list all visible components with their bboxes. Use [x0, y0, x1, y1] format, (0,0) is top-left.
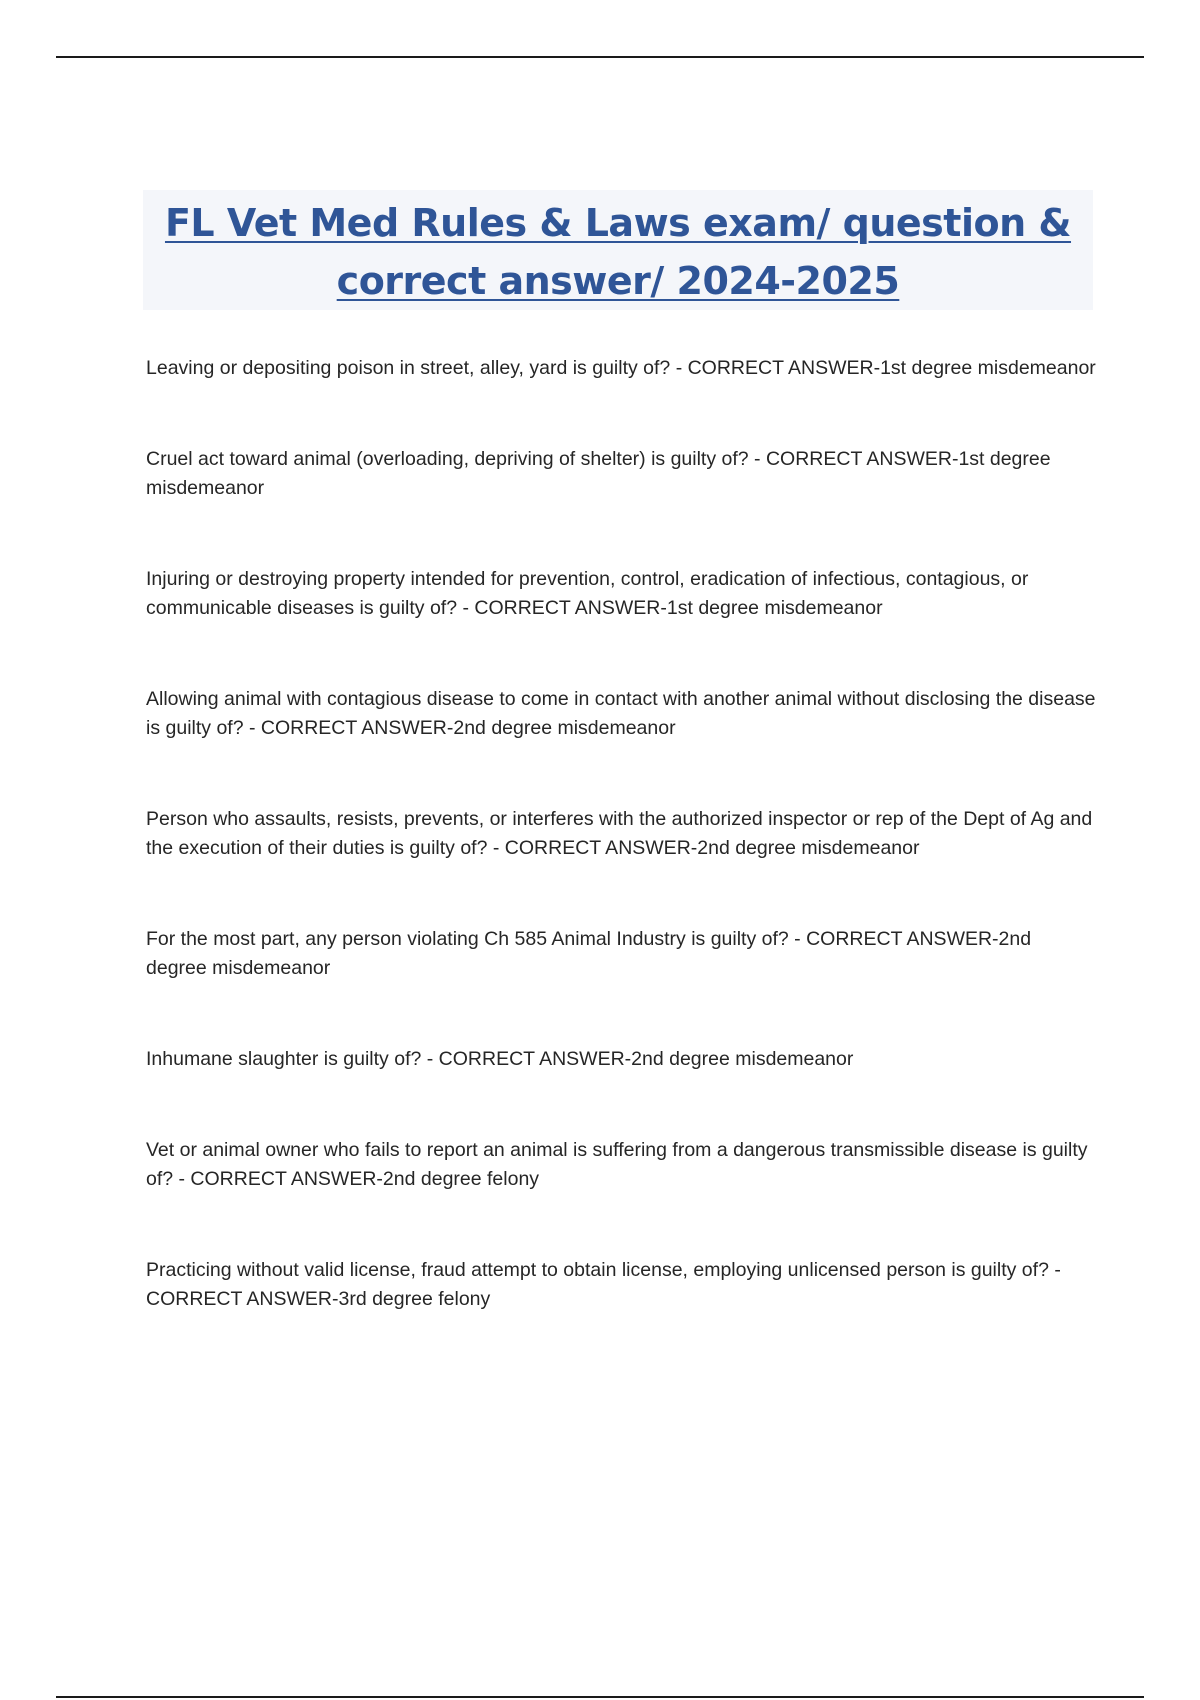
top-rule	[56, 56, 1144, 58]
qa-list	[146, 354, 1096, 1376]
qa-item: Cruel act toward animal (overloading, depriving of shelter) is guilty of? - CORRECT ANSWER-1st degree misdemeanor	[146, 448, 1051, 499]
qa-item: Person who assaults, resists, prevents, or interferes with the authorized inspector or rep of the Dept of Ag and the execution of their duties is guilty of? - CORRECT ANSWER-2nd degree misdemeanor	[146, 808, 1093, 859]
qa-item: For the most part, any person violating Ch 585 Animal Industry is guilty of? - CORRECT ANSWER-2nd degree misdemeanor	[146, 928, 1032, 979]
qa-item: Inhumane slaughter is guilty of? - CORRECT ANSWER-2nd degree misdemeanor	[146, 1048, 854, 1070]
qa-item: Allowing animal with contagious disease to come in contact with another animal without disclosing the disease is guilty of? - CORRECT ANSWER-2nd degree misdemeanor	[146, 688, 1096, 739]
title-banner	[143, 190, 1093, 310]
qa-item: Practicing without valid license, fraud attempt to obtain license, employing unlicensed person is guilty of? - CORRECT ANSWER-3rd degree felony	[146, 1259, 1061, 1310]
bottom-rule	[56, 1696, 1144, 1698]
qa-item: Vet or animal owner who fails to report an animal is suffering from a dangerous transmissible disease is guilty of? - CORRECT ANSWER-2nd degree felony	[146, 1139, 1088, 1190]
qa-item: Injuring or destroying property intended for prevention, control, eradication of infectious, contagious, or communicable diseases is guilty of? - CORRECT ANSWER-1st degree misdemeanor	[146, 568, 1029, 619]
qa-item: Leaving or depositing poison in street, alley, yard is guilty of? - CORRECT ANSWER-1st degree misdemeanor	[146, 357, 1096, 379]
document-title: FL Vet Med Rules & Laws exam/ question & correct answer/ 2024-2025	[164, 201, 1072, 303]
